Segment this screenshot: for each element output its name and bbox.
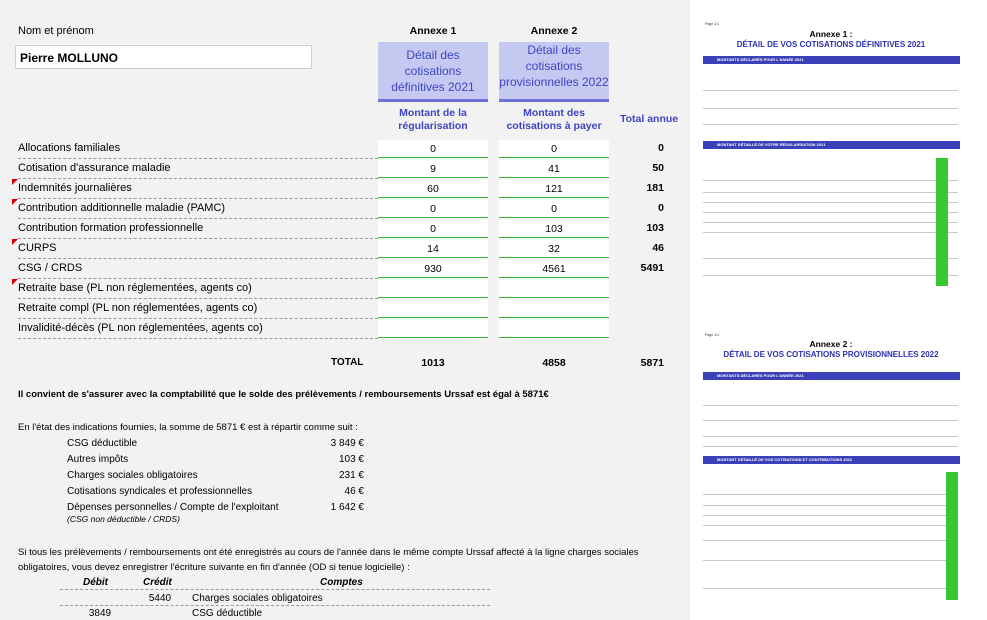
balance-notice: Il convient de s'assurer avec la comptabilité que le solde des prélèvements / remboursements Urssaf est égal à 5871€: [18, 389, 549, 400]
cotisation-cell[interactable]: 0: [499, 200, 609, 218]
row-total: 0: [658, 202, 664, 214]
cotisation-cell[interactable]: 0: [499, 140, 609, 158]
total-cotisations: 4858: [542, 357, 566, 369]
total-label: TOTAL: [331, 357, 364, 368]
row-label-text: Contribution additionnelle maladie (PAMC): [18, 202, 226, 214]
regularisation-cell[interactable]: [378, 300, 488, 318]
row-label: [18, 179, 378, 199]
doc1-page: Page 1/1: [705, 22, 720, 26]
regularisation-cell[interactable]: 0: [378, 220, 488, 238]
row-label: Contribution formation professionnelle: [18, 219, 378, 239]
comptes-header: Comptes: [320, 577, 363, 588]
doc2-page: Page 1/1: [705, 333, 720, 337]
entry-instructions: Si tous les prélèvements / remboursements ont été enregistrés au cours de l'année dans le même compte Urssaf affecté à la ligne charges sociales obligatoires, vous devez enregistrer l'écriture suivante en fin d'année (OD si tenue logicielle) :: [18, 547, 639, 573]
row-label: Cotisation d'assurance maladie: [18, 159, 378, 179]
doc2-bar-declared: MONTANTS DÉCLARÉS POUR L'ANNÉE 2021: [703, 372, 960, 380]
doc1-bar-declared: MONTANTS DÉCLARÉS POUR L'ANNÉE 2021: [703, 56, 960, 64]
entry2-debit: 3849: [88, 608, 112, 619]
row-label-text: CURPS: [18, 242, 57, 254]
entry1-compte: Charges sociales obligatoires: [192, 593, 323, 604]
regularisation-cell[interactable]: [378, 280, 488, 298]
row-label-text: Retraite base (PL non réglementées, agents co): [18, 282, 252, 294]
comment-marker-icon[interactable]: [12, 179, 18, 185]
name-input[interactable]: Pierre MOLLUNO: [15, 45, 312, 69]
comment-marker-icon[interactable]: [12, 239, 18, 245]
doc1-total-highlight: [936, 158, 948, 286]
regularisation-cell[interactable]: 0: [378, 200, 488, 218]
doc2-title: Annexe 2 :: [809, 339, 853, 349]
annexe2-header: Annexe 2: [530, 25, 578, 37]
allocation-label: CSG déductible: [67, 438, 138, 449]
row-label: [18, 239, 378, 259]
regularisation-cell[interactable]: 9: [378, 160, 488, 178]
annexe2-detail-box: Détail des cotisations provisionnelles 2022: [499, 42, 609, 102]
row-total: 50: [652, 162, 664, 174]
allocation-note: (CSG non déductible / CRDS): [67, 514, 180, 524]
credit-header: Crédit: [143, 577, 172, 588]
regularisation-cell[interactable]: 60: [378, 180, 488, 198]
col-regularisation-header: Montant de la régularisation: [398, 107, 468, 132]
col-total-header: Total annue: [620, 113, 679, 125]
row-label: Retraite compl (PL non réglementées, agents co): [18, 299, 378, 319]
row-total: 181: [646, 182, 664, 194]
entry-grid-line: [60, 589, 490, 590]
allocation-label: Autres impôts: [67, 454, 129, 465]
regularisation-cell[interactable]: 930: [378, 260, 488, 278]
cotisation-cell[interactable]: 121: [499, 180, 609, 198]
row-total: 5491: [640, 262, 664, 274]
regularisation-cell[interactable]: 14: [378, 240, 488, 258]
row-total: 46: [652, 242, 664, 254]
row-label: [18, 199, 378, 219]
doc2-bar-contributions: MONTANT DÉTAILLÉ DE VOS COTISATIONS ET CONTRIBUTIONS 2022: [703, 456, 960, 464]
annexe1-header: Annexe 1: [409, 25, 457, 37]
debit-header: Débit: [83, 577, 108, 588]
regularisation-cell[interactable]: [378, 320, 488, 338]
name-label: Nom et prénom: [18, 25, 94, 37]
allocation-label: Cotisations syndicales et professionnelles: [67, 486, 253, 497]
cotisation-cell[interactable]: [499, 280, 609, 298]
allocation-value: 231 €: [338, 470, 364, 481]
doc1-subtitle: DÉTAIL DE VOS COTISATIONS DÉFINITIVES 2021: [736, 40, 926, 49]
allocation-value: 46 €: [344, 486, 364, 497]
total-annual: 5871: [640, 357, 664, 369]
cotisation-cell[interactable]: 4561: [499, 260, 609, 278]
allocation-value: 103 €: [338, 454, 364, 465]
allocation-value: 1 642 €: [330, 502, 364, 513]
entry-grid-line: [60, 605, 490, 606]
cotisation-cell[interactable]: [499, 300, 609, 318]
cotisation-cell[interactable]: 32: [499, 240, 609, 258]
entry2-compte: CSG déductible: [192, 608, 263, 619]
row-total: 0: [658, 142, 664, 154]
allocation-label: Charges sociales obligatoires: [67, 470, 198, 481]
row-label: Allocations familiales: [18, 139, 378, 159]
doc1-title: Annexe 1 :: [809, 29, 853, 39]
annexe1-detail-box: Détail des cotisations définitives 2021: [378, 42, 488, 102]
cotisation-cell[interactable]: [499, 320, 609, 338]
allocation-value: 3 849 €: [330, 438, 364, 449]
comment-marker-icon[interactable]: [12, 199, 18, 205]
cotisation-cell[interactable]: 103: [499, 220, 609, 238]
doc2-subtitle: DÉTAIL DE VOS COTISATIONS PROVISIONNELLES 2022: [723, 350, 939, 359]
row-total: 103: [646, 222, 664, 234]
row-label: CSG / CRDS: [18, 259, 378, 279]
allocation-label: Dépenses personnelles / Compte de l'exploitant: [67, 502, 279, 513]
row-label-text: Indemnités journalières: [18, 182, 132, 194]
row-label: Invalidité-décès (PL non réglementées, agents co): [18, 319, 378, 339]
col-cotisations-header: Montant des cotisations à payer: [506, 107, 602, 132]
doc2-total-highlight: [946, 472, 958, 600]
allocation-intro: En l'état des indications fournies, la somme de 5871 € est à répartir comme suit :: [18, 422, 358, 433]
entry1-credit: 5440: [148, 593, 172, 604]
total-regularisation: 1013: [421, 357, 445, 369]
comment-marker-icon[interactable]: [12, 279, 18, 285]
cotisation-cell[interactable]: 41: [499, 160, 609, 178]
doc1-bar-regularisation: MONTANT DÉTAILLÉ DE VOTRE RÉGULARISATION 2021: [703, 141, 960, 149]
row-label: [18, 279, 378, 299]
regularisation-cell[interactable]: 0: [378, 140, 488, 158]
